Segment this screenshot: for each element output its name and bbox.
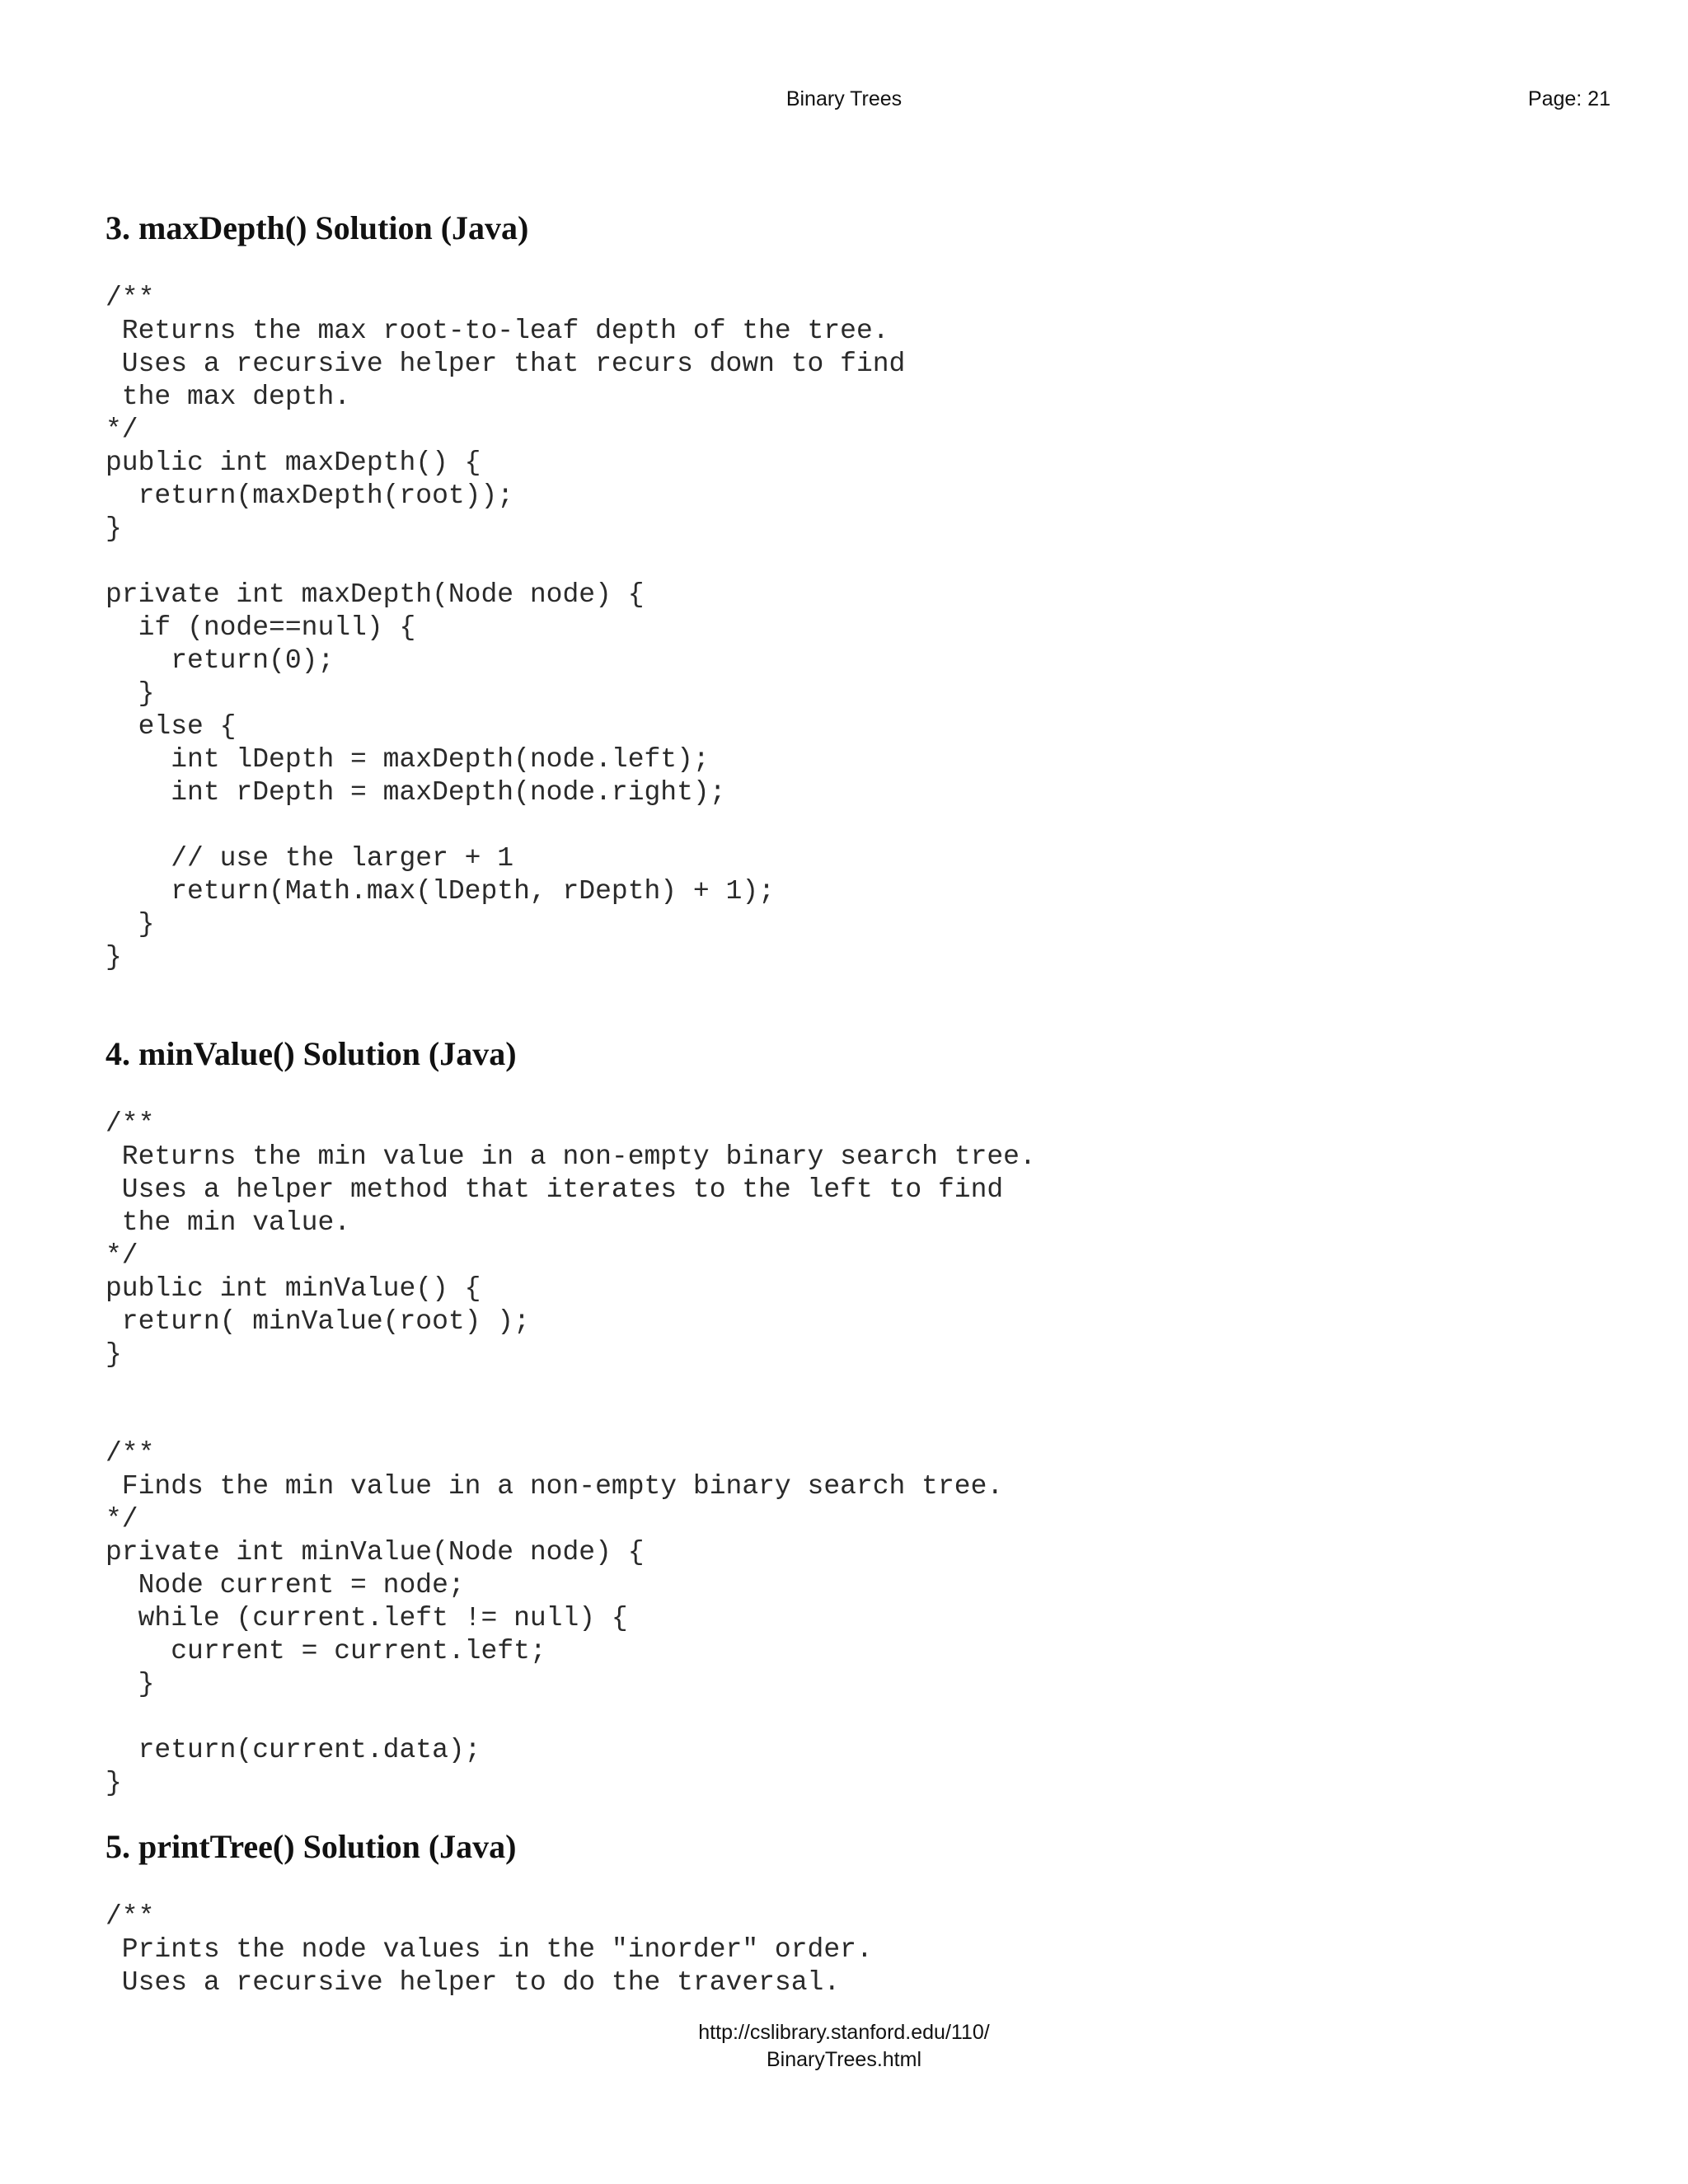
footer-url-line-2: BinaryTrees.html <box>766 2048 921 2071</box>
page-footer <box>0 2019 1688 2074</box>
code-block-printtree: /** Prints the node values in the "inorder" order. Uses a recursive helper to do the traversal. <box>106 1901 873 1998</box>
section-heading-printtree: 5. printTree() Solution (Java) <box>106 1828 517 1865</box>
running-header-title: Binary Trees <box>785 87 903 110</box>
code-block-minvalue-private: /** Finds the min value in a non-empty binary search tree. */ private int minValue(Node node) { Node current = node; while (current.left != null) { current = current.left; } return(current.data); } <box>106 1438 1004 1798</box>
section-heading-minvalue: 4. minValue() Solution (Java) <box>106 1035 517 1072</box>
code-block-maxdepth: /** Returns the max root-to-leaf depth of the tree. Uses a recursive helper that recurs down to find the max depth. */ public int maxDepth() { return(maxDepth(root)); } private int maxDepth(Node node) { if (node==null) { return(0); } else { int lDepth = maxDepth(node.left); int rDepth = maxDepth(node.right); // use the larger + 1 return(Math.max(lDepth, rDepth) + 1); } } <box>106 283 906 972</box>
footer-url-line-1: http://cslibrary.stanford.edu/110/ <box>698 2021 990 2044</box>
section-heading-maxdepth: 3. maxDepth() Solution (Java) <box>106 209 529 246</box>
page-number: Page: 21 <box>1527 87 1611 110</box>
code-block-minvalue-public: /** Returns the min value in a non-empty binary search tree. Uses a helper method that iterates to the left to find the min value. */ public int minValue() { return( minValue(root) ); } <box>106 1108 1036 1370</box>
